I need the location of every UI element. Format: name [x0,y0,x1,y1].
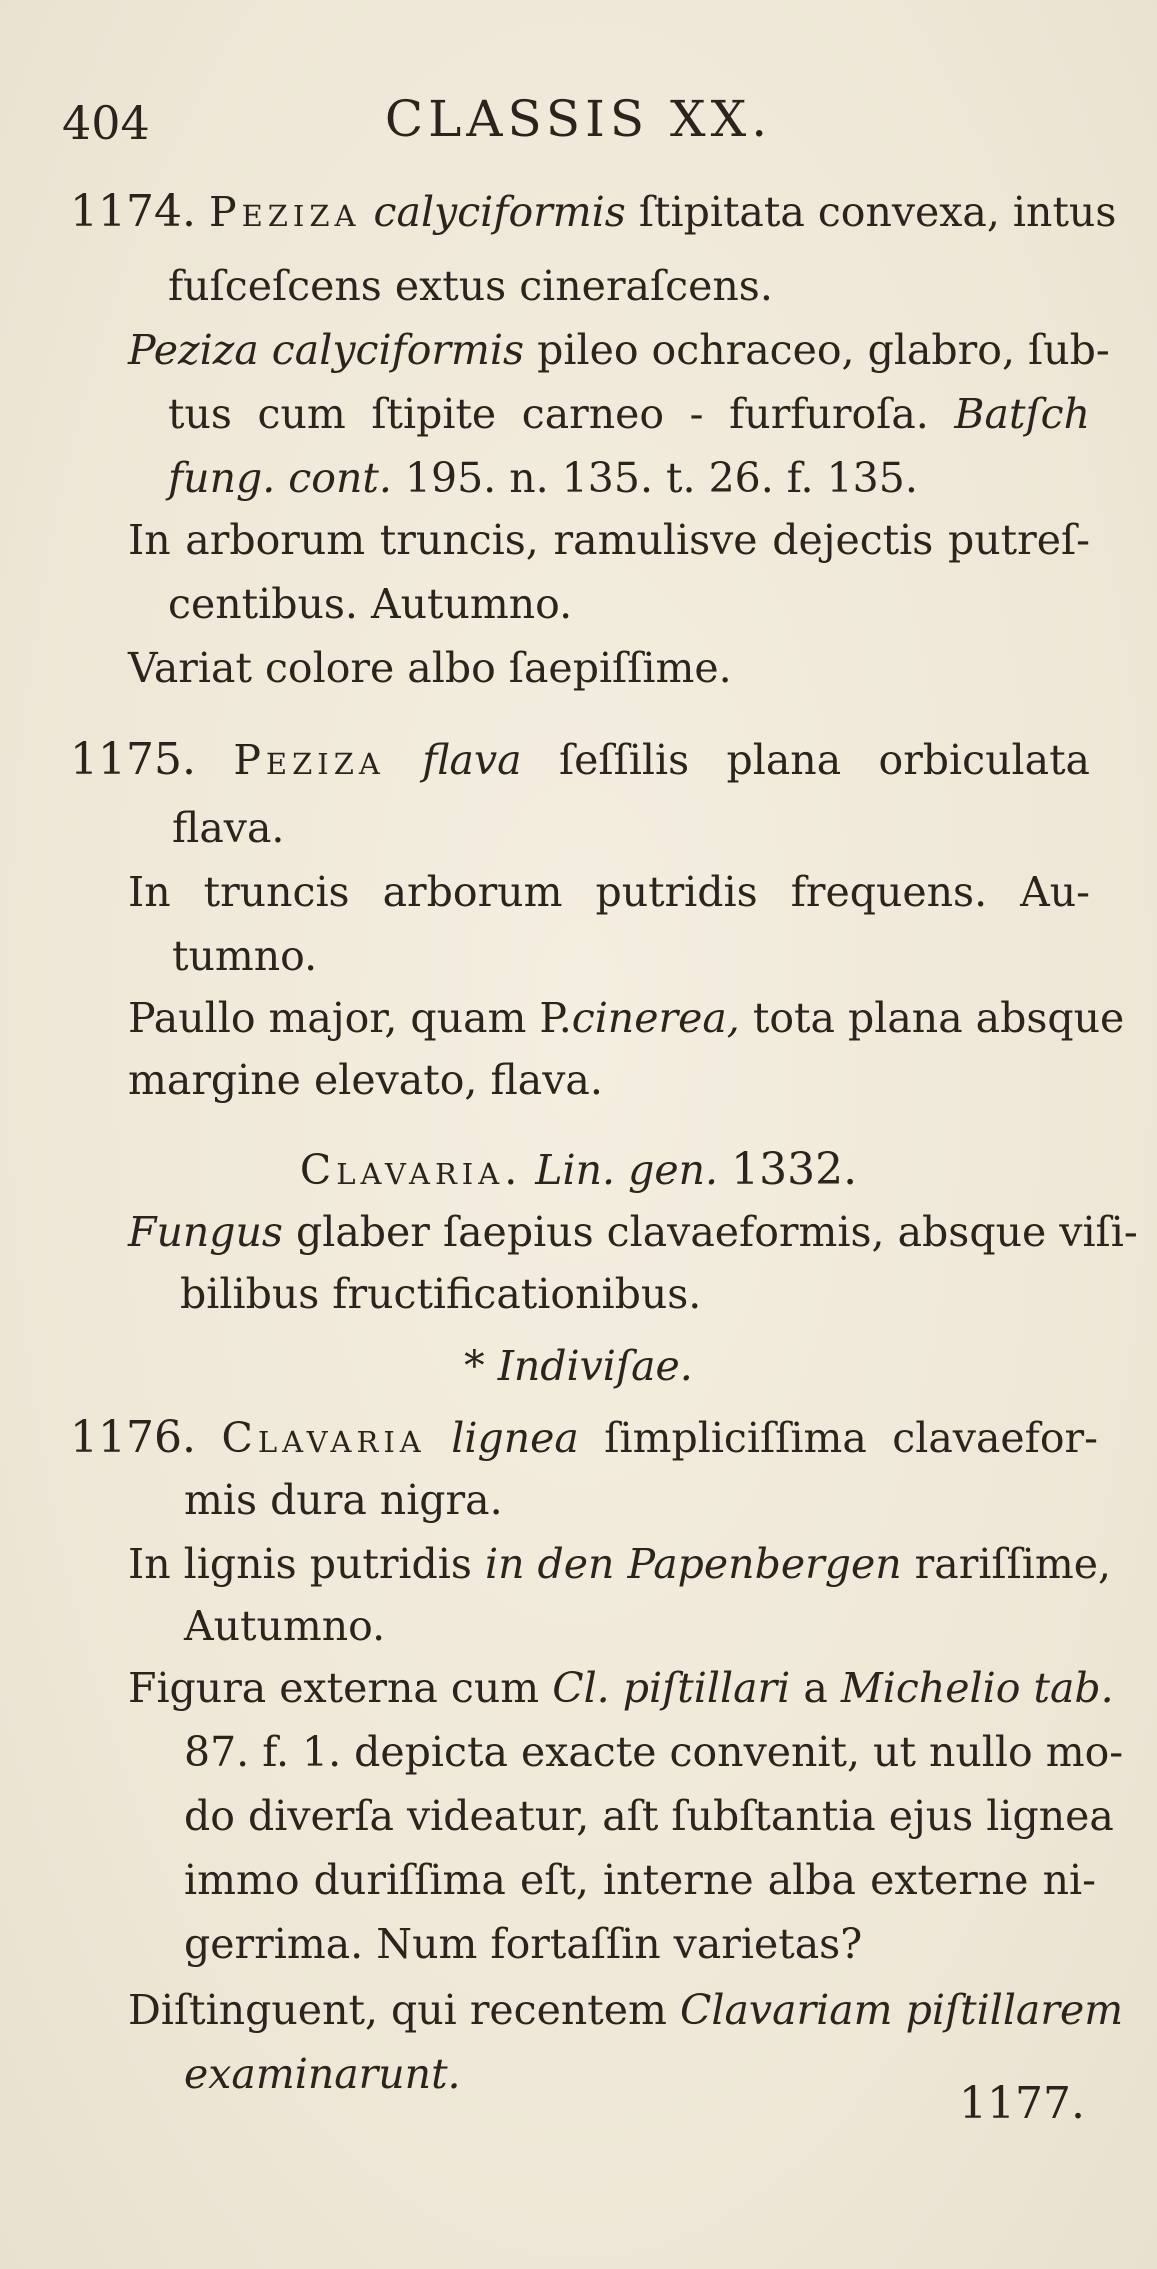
genus-name: Peziza [209,188,361,236]
note-text: Paullo major, quam P. [128,994,572,1042]
entry-number: 1176. [70,1412,196,1463]
genus-reference-number: 1332. [731,1144,858,1195]
distinction-species: Clavariam piſtillarem [679,1986,1124,2034]
entry-1175-heading [70,734,1090,785]
reference-author: Batſch [954,390,1090,438]
note-line [128,994,1125,1042]
figure-line-4: immo duriſſima eſt, interne alba externe ni- [184,1856,1096,1904]
note-species: cinerea, [571,994,740,1042]
habitat-text-end: rariſſime, [914,1540,1112,1588]
habitat-line [128,1540,1112,1588]
figure-reference: Cl. piſtillari [552,1664,791,1712]
habitat-line: In arborum truncis, ramulisve dejectis putreſ- [128,516,1090,564]
genus-heading [0,1144,1157,1195]
reference-line [168,454,918,502]
diagnosis-continuation: fuſceſcens extus cineraſcens. [168,262,773,310]
habitat-line: In truncis arborum putridis frequens. Au- [128,868,1090,916]
distinction-text: Diſtinguent, qui recentem [128,1986,667,2034]
genus-name: Peziza [233,736,385,784]
entry-1176-heading [70,1412,1098,1463]
diagnosis-text: ſimpliciſſima clavaefor- [604,1414,1098,1462]
page-number: 404 [62,96,150,150]
diagnosis-continuation: mis dura nigra. [184,1476,503,1524]
species-name: lignea [451,1414,579,1462]
running-title: CLASSIS XX. [384,90,773,148]
genus-definition [128,1208,1138,1256]
genus-title: Clavaria. [299,1146,523,1194]
genus-definition-2: bilibus fructificationibus. [180,1270,702,1318]
habitat-line-2: centibus. Autumno. [168,580,573,628]
diagnosis-continuation: flava. [172,804,285,852]
reference-citation: 195. n. 135. t. 26. f. 135. [404,454,918,502]
figure-author: Michelio tab. [840,1664,1114,1712]
definition-text: glaber ſaepius clavaeformis, absque viſi- [296,1208,1138,1256]
synonym-name: Peziza calyciformis [128,326,525,374]
figure-text: Figura externa cum [128,1664,540,1712]
entry-1174-heading [70,186,1117,237]
figure-connector: a [803,1664,828,1712]
synonym-line-2 [168,390,1090,438]
figure-line-5: gerrima. Num fortaſſin varietas? [184,1920,863,1968]
diagnosis-text: ſeſſilis plana orbiculata [558,736,1090,784]
synonym-line [128,326,1110,374]
genus-name: Clavaria [221,1414,426,1462]
synonym-text-2: tus cum ſtipite carneo - furfuroſa. [168,390,929,438]
catchword: 1177. [959,2078,1085,2129]
synonym-text: pileo ochraceo, glabro, ſub- [537,326,1110,374]
habitat-line-2: tumno. [172,932,318,980]
species-name: calyciformis [373,188,626,236]
habitat-place: in den Papenbergen [484,1540,902,1588]
definition-word: Fungus [128,1208,283,1256]
figure-line-3: do diverſa videatur, aſt ſubſtantia ejus lignea [184,1792,1114,1840]
note-text-end: tota plana absque [752,994,1125,1042]
entry-number: 1175. [70,734,196,785]
distinction-line [128,1986,1124,2034]
figure-line-2: 87. f. 1. depicta exacte convenit, ut nullo mo- [184,1728,1124,1776]
habitat-text: In lignis putridis [128,1540,472,1588]
species-name: flava [422,736,522,784]
note-line-2: margine elevato, flava. [128,1056,603,1104]
diagnosis-text: ſtipitata convexa, intus [638,188,1117,236]
section-heading: * Indiviſae. [464,1342,693,1390]
entry-number: 1174. [70,186,196,237]
habitat-line-2: Autumno. [184,1602,386,1650]
reference-work: fung. cont. [168,454,392,502]
distinction-line-2: examinarunt. [184,2050,461,2098]
page-header [0,82,1157,152]
note-line: Variat colore albo ſaepiſſime. [128,644,732,692]
genus-reference: Lin. gen. [535,1146,719,1194]
figure-line [128,1664,1114,1712]
